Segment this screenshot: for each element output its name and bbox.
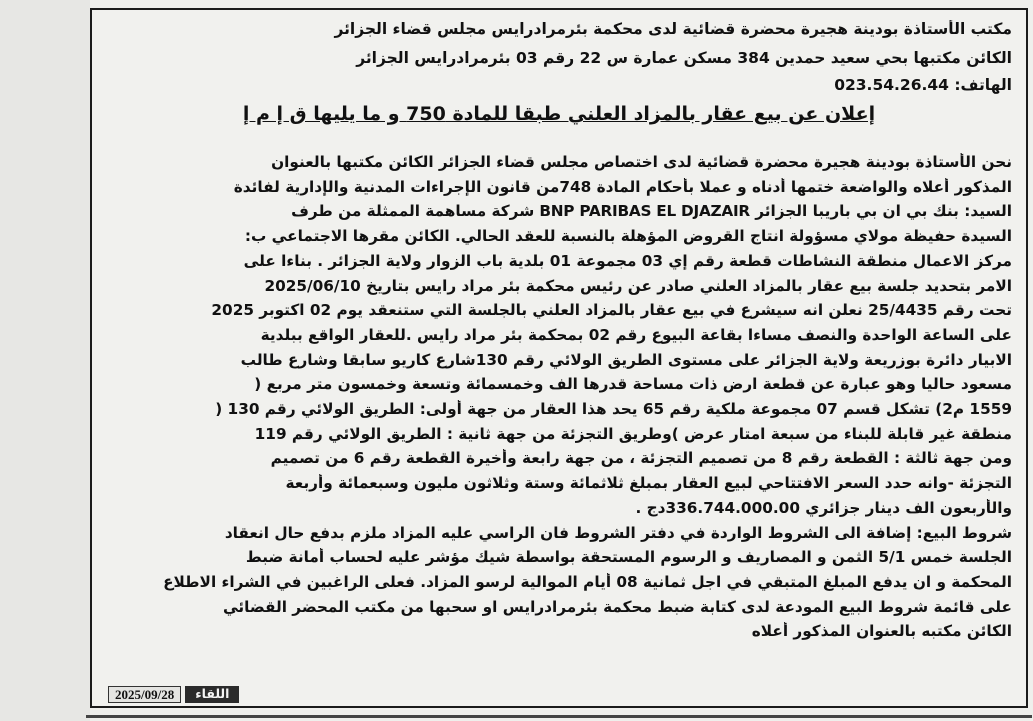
body-line: المحكمة و ان يدفع المبلغ المتبقي في اجل ثمانية 08 أيام الموالية لرسو المزاد. فعلى الراغبين في الشراء الاطلاع <box>163 572 1012 591</box>
body-line: الجلسة خمس 5/1 الثمن و المصاريف و الرسوم المستحقة بواسطة شيك مؤشر عليه لحساب أمانة ضبط <box>245 548 1012 567</box>
body-line: شروط البيع: إضافة الى الشروط الواردة في دفتر الشروط فان الراسي عليه المزاد ملزم بدفع حال انعقاد <box>224 523 1012 542</box>
announcement-frame <box>90 8 1028 708</box>
body-line: منطقة غير قابلة للبناء من سبعة امتار عرض )وطريق التجزئة من جهة ثانية : الطريق الولائي رقم 119 <box>254 424 1012 443</box>
body-line: التجزئة -وانه حدد السعر الافتتاحي لبيع العقار بمبلغ ثلاثمائة وستة وثلاثون مليون وسبعمائة وأربعة <box>285 474 1012 493</box>
body-line: على الساعة الواحدة والنصف مساءا بقاعة البيوع رقم 02 بمحكمة بئر مراد رايس .للعقار الواقع ببلدية <box>260 325 1012 344</box>
header-address-line: الكائن مكتبها بحي سعيد حمدين 384 مسكن عمارة س 22 رقم 03 بئرمرادرايس الجزائر <box>356 49 1012 67</box>
publication-date: 2025/09/28 <box>108 686 181 703</box>
body-line: المذكور أعلاه والواضعة ختمها أدناه و عملا بأحكام المادة 748من قانون الإجراءات المدنية والإدارية لفائدة <box>233 177 1012 196</box>
body-line: 1559 م2) تشكل قسم 07 مجموعة ملكية رقم 65 يحد هذا العقار من جهة أولى: الطريق الولائي رقم 130 ( <box>215 400 1012 418</box>
bottom-rule <box>86 715 1032 718</box>
body-line: على قائمة شروط البيع المودعة لدى كتابة ضبط محكمة بئرمرادرايس او سحبها من مكتب المحضر القضائي <box>222 597 1012 616</box>
body-line: الكائن مكتبه بالعنوان المذكور أعلاه <box>751 622 1012 641</box>
body-line: نحن الأستاذة بودينة هجيرة محضرة قضائية لدى اختصاص مجلس قضاء الجزائر الكائن مكتبها بالعنوان <box>271 153 1012 171</box>
body-line: مركز الاعمال منطقة النشاطات قطعة رقم إي 03 مجموعة 01 بلدية باب الزوار ولاية الجزائر . بناءا على <box>243 251 1012 270</box>
body-line: الامر بتحديد جلسة بيع عقار بالمزاد العلني صادر عن رئيس محكمة بئر مراد رايس بتاريخ 2025/06/10 <box>264 276 1012 295</box>
scan-margin <box>0 0 90 721</box>
header-office-line: مكتب الأستاذة بودينة هجيرة محضرة قضائية لدى محكمة بئرمرادرايس مجلس قضاء الجزائر <box>334 20 1012 38</box>
publication-footer <box>108 686 239 703</box>
body-line: الابيار دائرة بوزريعة ولاية الجزائر على مستوى الطريق الولائي رقم 130شارع كاريو سابقا وشارع طالب <box>240 350 1012 369</box>
body-line: تحت رقم 25/4435 نعلن انه سيشرع في بيع عقار بالمزاد العلني بالجلسة التي ستنعقد يوم 02 اكتوبر 2025 <box>211 301 1012 320</box>
body-line: السيد: بنك بي ان بي باريبا الجزائر BNP PARIBAS EL DJAZAIR شركة مساهمة الممثلة من طرف <box>291 202 1012 221</box>
body-line: والأربعون الف دينار جزائري 336.744.000.00دج . <box>635 498 1012 517</box>
body-line: السيدة حفيظة مولاي مسؤولة انتاج القروض المؤهلة بالنسبة للعقد الحالي. الكائن مقرها الاجتماعي ب: <box>244 227 1012 246</box>
newspaper-name: اللقاء <box>185 686 239 703</box>
announcement-title: إعلان عن بيع عقار بالمزاد العلني طبقا للمادة 750 و ما يليها ق إ م إ <box>242 103 876 125</box>
header-phone-line: الهاتف: 023.54.26.44 <box>834 76 1012 94</box>
body-line: ومن جهة ثالثة : القطعة رقم 8 من تصميم التجزئة ، من جهة رابعة وأخيرة القطعة رقم 6 من تصميم <box>270 449 1012 468</box>
body-line: مسعود حاليا وهو عبارة عن قطعة ارض ذات مساحة قدرها الف وخمسمائة وتسعة وخمسون متر مربع ( <box>254 375 1012 394</box>
